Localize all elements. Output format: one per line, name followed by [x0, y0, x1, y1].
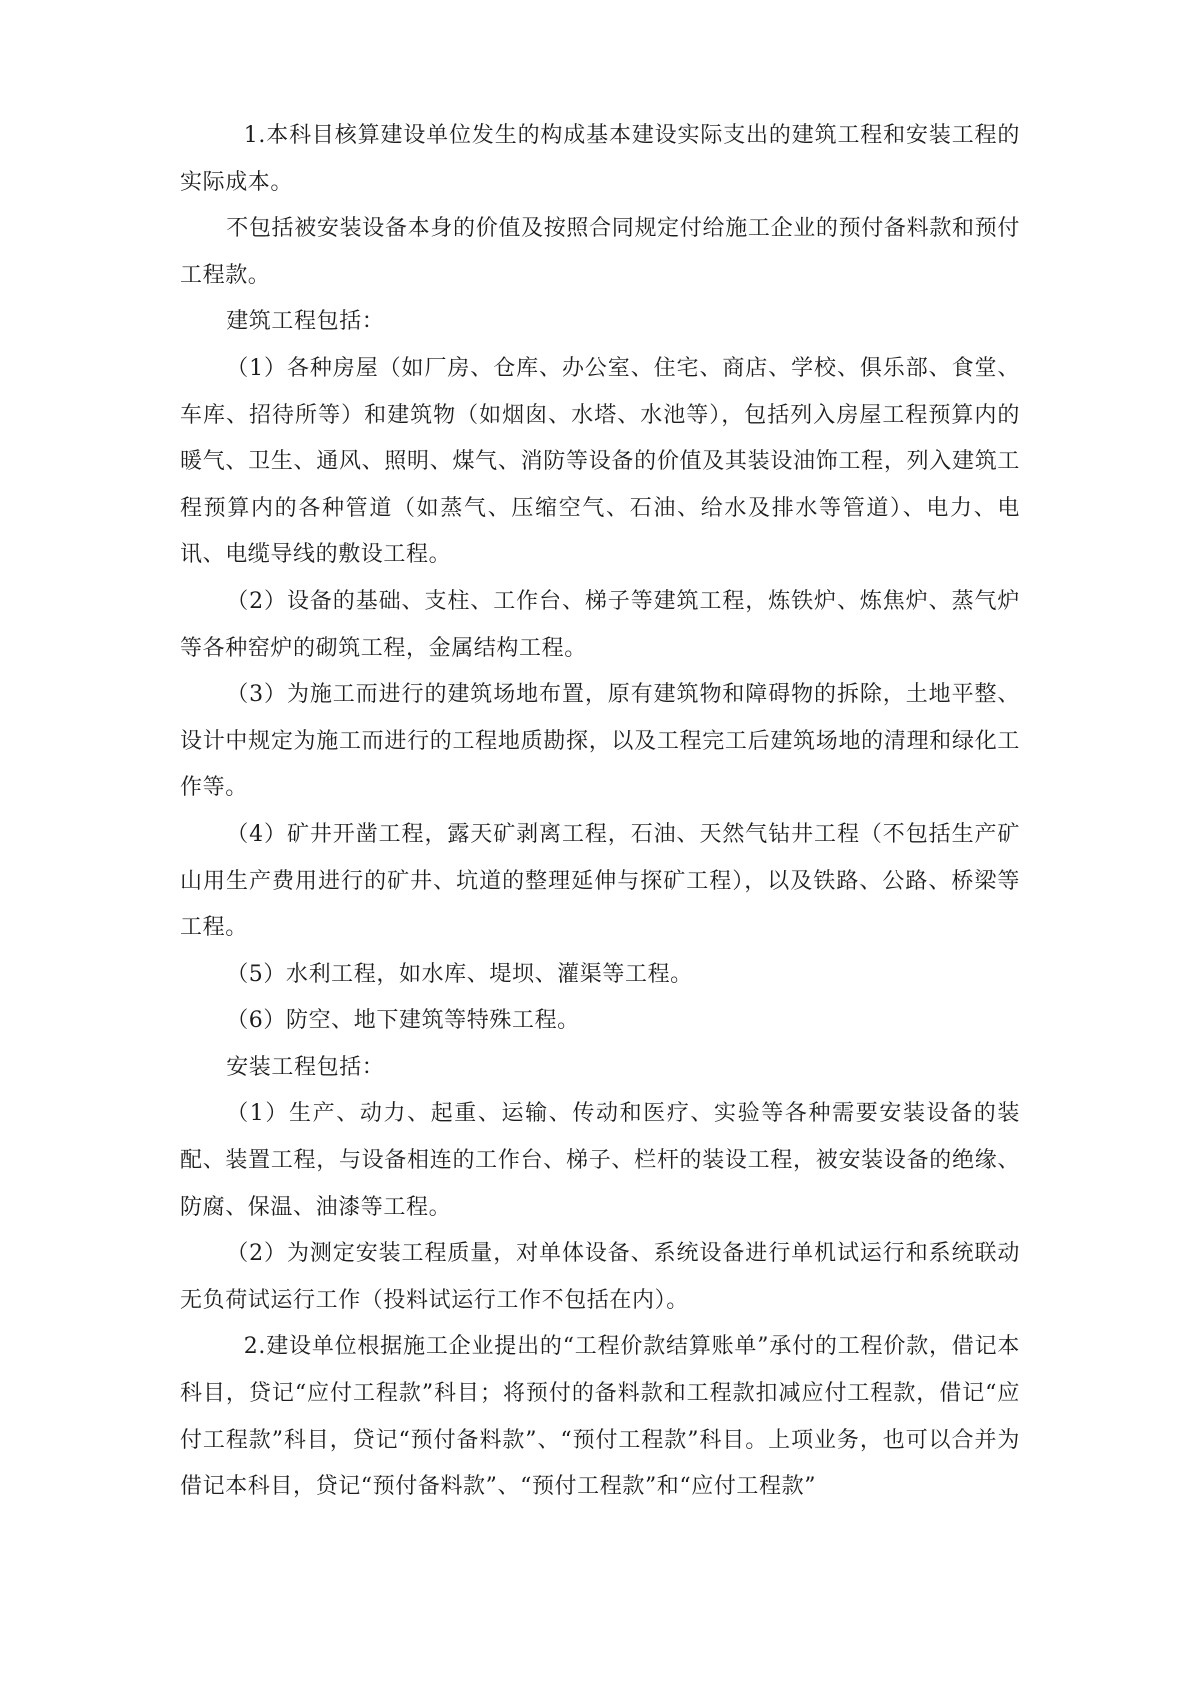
document-body: [180, 113, 1020, 1511]
heading-installation: 安装工程包括：: [226, 1054, 385, 1080]
construction-item-2: （2）设备的基础、支柱、工作台、梯子等建筑工程，炼铁炉、炼焦炉、蒸气炉等各种窑炉的砌筑工程，金属结构工程。: [180, 588, 1020, 661]
paragraph-item-2: 2.建设单位根据施工企业提出的“工程价款结算账单”承付的工程价款，借记本科目，贷记“应付工程款”科目；将预付的备料款和工程款扣减应付工程款，借记“应付工程款”科目，贷记“预付备料款”、“预付工程款”科目。上项业务，也可以合并为借记本科目，贷记“预付备料款”、“预付工程款”和“应付工程款”: [180, 1334, 1020, 1500]
construction-item-5: （5）水利工程，如水库、堤坝、灌渠等工程。: [226, 961, 693, 987]
paragraph-item-1: 1.本科目核算建设单位发生的构成基本建设实际支出的建筑工程和安装工程的实际成本。: [180, 123, 1020, 195]
construction-item-1: （1）各种房屋（如厂房、仓库、办公室、住宅、商店、学校、俱乐部、食堂、车库、招待所等）和建筑物（如烟囱、水塔、水池等），包括列入房屋工程预算内的暖气、卫生、通风、照明、煤气、消防等设备的价值及其装设油饰工程，列入建筑工程预算内的各种管道（如蒸气、压缩空气、石油、给水及排水等管道）、电力、电讯、电缆导线的敷设工程。: [180, 355, 1020, 568]
construction-item-4: （4）矿井开凿工程，露天矿剥离工程，石油、天然气钻井工程（不包括生产矿山用生产费用进行的矿井、坑道的整理延伸与探矿工程），以及铁路、公路、桥梁等工程。: [180, 821, 1020, 941]
heading-construction: 建筑工程包括：: [226, 309, 385, 335]
construction-item-6: （6）防空、地下建筑等特殊工程。: [226, 1008, 580, 1034]
installation-item-2: （2）为测定安装工程质量，对单体设备、系统设备进行单机试运行和系统联动无负荷试运行工作（投料试运行工作不包括在内）。: [180, 1241, 1020, 1313]
installation-item-1: （1）生产、动力、起重、运输、传动和医疗、实验等各种需要安装设备的装配、装置工程，与设备相连的工作台、梯子、栏杆的装设工程，被安装设备的绝缘、防腐、保温、油漆等工程。: [180, 1101, 1020, 1220]
construction-item-3: （3）为施工而进行的建筑场地布置，原有建筑物和障碍物的拆除，土地平整、设计中规定为施工而进行的工程地质勘探，以及工程完工后建筑场地的清理和绿化工作等。: [180, 682, 1020, 801]
paragraph-exclusion: 不包括被安装设备本身的价值及按照合同规定付给施工企业的预付备料款和预付工程款。: [180, 216, 1020, 288]
